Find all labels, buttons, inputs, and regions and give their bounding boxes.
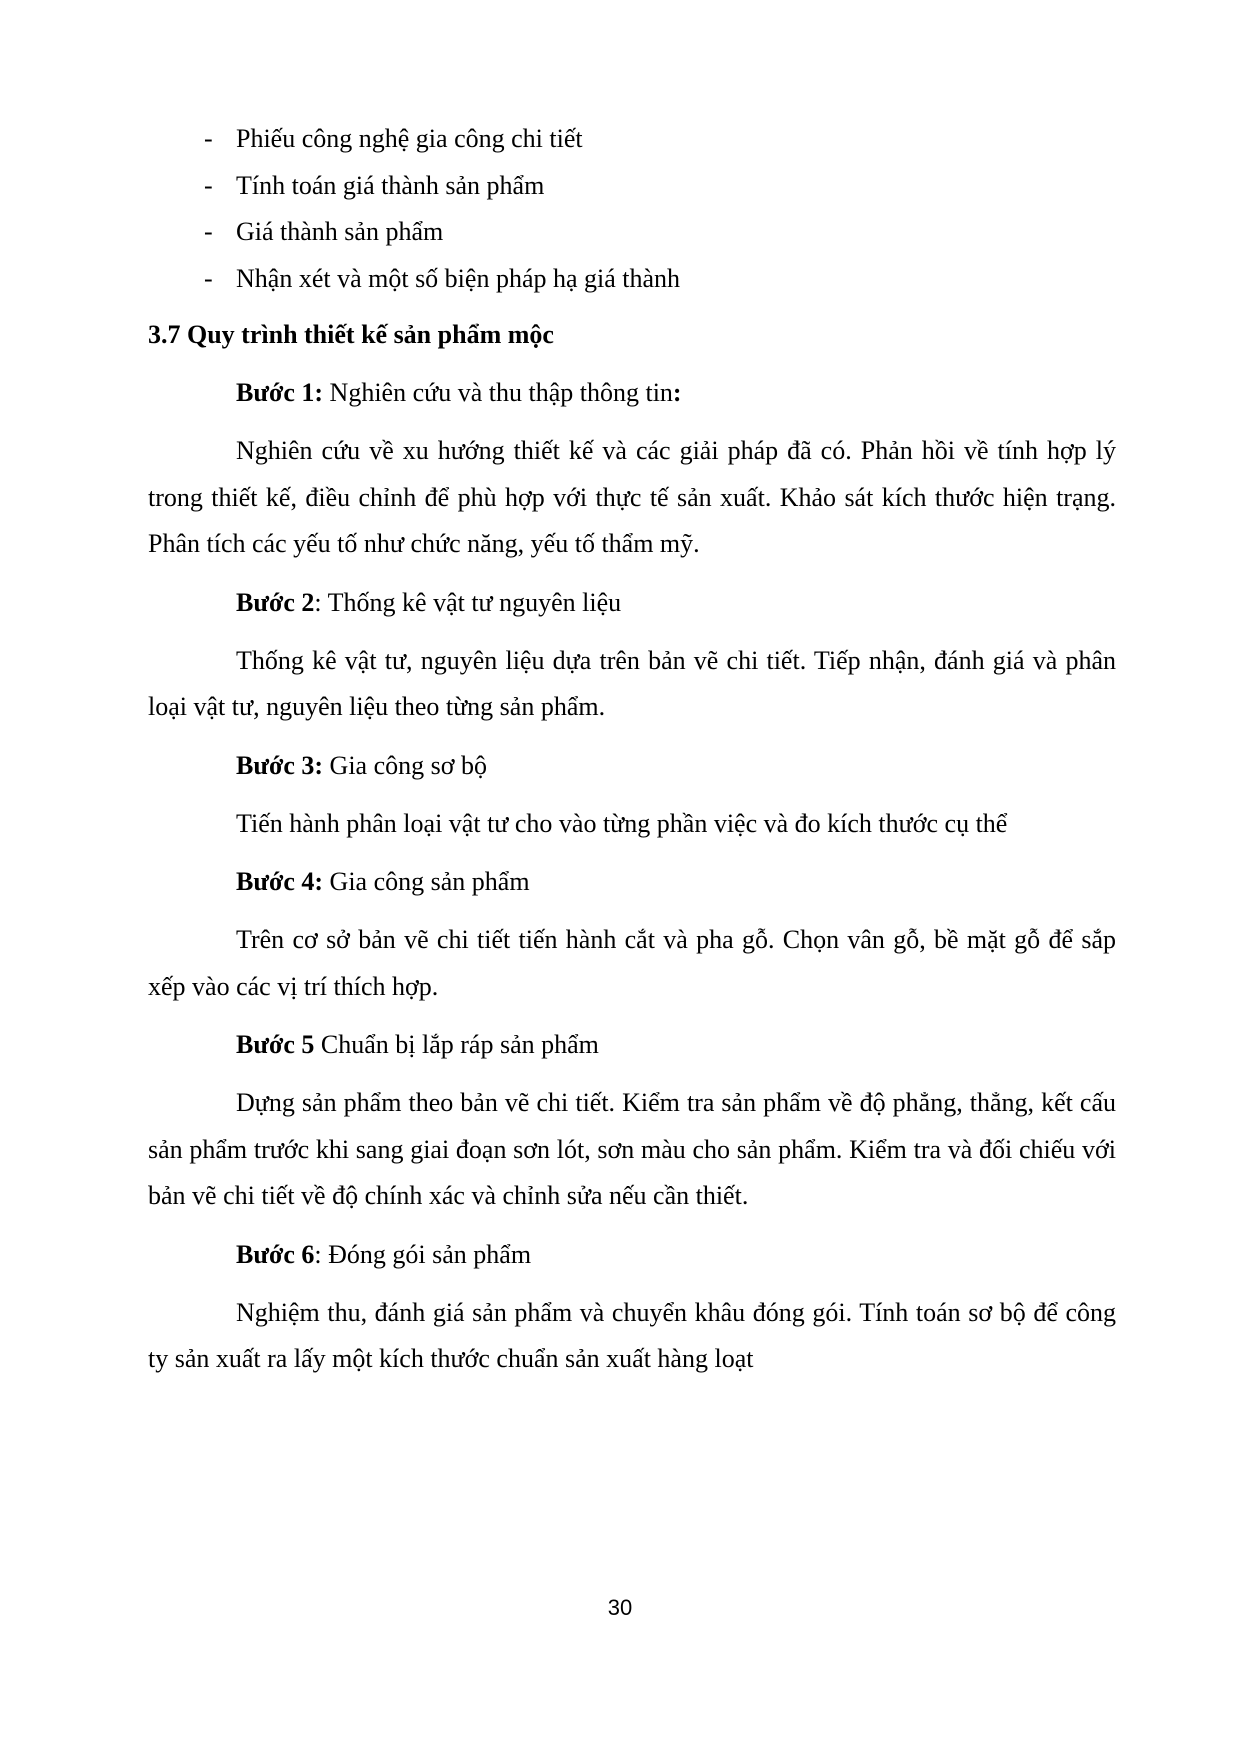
bullet-dash: -: [204, 170, 213, 200]
step-1-label: [148, 376, 1116, 410]
step-label-text: : Thống kê vật tư nguyên liệu: [314, 587, 622, 617]
section-heading: 3.7 Quy trình thiết kế sản phẩm mộc: [148, 320, 554, 349]
step-4-label: [148, 865, 1116, 899]
step-1-body: Nghiên cứu về xu hướng thiết kế và các giải pháp đã có. Phản hồi về tính hợp lý trong thiết kế, điều chỉnh để phù hợp với thực tế sản xuất. Khảo sát kích thước hiện trạng. Phân tích các yếu tố như chức năng, yếu tố thẩm mỹ.: [148, 436, 1116, 558]
step-2-label: [148, 586, 1116, 620]
step-label-text: Chuẩn bị lắp ráp sản phẩm: [314, 1030, 599, 1059]
page-number: 30: [607, 1595, 633, 1620]
bullet-dash: -: [204, 217, 213, 246]
step-6-body: Nghiệm thu, đánh giá sản phẩm và chuyển khâu đóng gói. Tính toán sơ bộ để công ty sản xuất ra lấy một kích thước chuẩn sản xuất hàng loạt: [148, 1297, 1116, 1373]
list-item: [204, 209, 1104, 256]
list-item: [204, 163, 1104, 210]
section-content: [148, 318, 1116, 1401]
bullet-text: Giá thành sản phẩm: [236, 217, 444, 246]
list-item: [204, 116, 1104, 163]
bullet-text: Tính toán giá thành sản phẩm: [236, 170, 545, 200]
step-label-text: Gia công sơ bộ: [323, 750, 487, 780]
bullet-list: [204, 116, 1104, 302]
step-4-body: Trên cơ sở bản vẽ chi tiết tiến hành cắt và pha gỗ. Chọn vân gỗ, bề mặt gỗ để sắp xếp vào các vị trí thích hợp.: [148, 925, 1116, 1001]
bullet-dash: -: [204, 124, 213, 153]
step-label-bold-suffix: :: [672, 378, 682, 407]
step-label-text: : Đóng gói sản phẩm: [314, 1239, 532, 1269]
step-label-bold: Bước 1:: [236, 378, 324, 407]
step-label-bold: Bước 4:: [236, 867, 324, 896]
step-2-body: Thống kê vật tư, nguyên liệu dựa trên bản vẽ chi tiết. Tiếp nhận, đánh giá và phân loại vật tư, nguyên liệu theo từng sản phẩm.: [148, 645, 1116, 721]
list-item: [204, 256, 1104, 303]
step-label-bold: Bước 3:: [236, 750, 324, 780]
step-label-bold: Bước 6: [236, 1239, 315, 1269]
step-label-text: Nghiên cứu và thu thập thông tin: [323, 378, 673, 407]
step-3-label: [148, 749, 1116, 783]
step-6-label: [148, 1238, 1116, 1272]
step-label-bold: Bước 2: [236, 587, 315, 617]
bullet-text: Nhận xét và một số biện pháp hạ giá thành: [236, 263, 681, 293]
step-3-body: Tiến hành phân loại vật tư cho vào từng phần việc và đo kích thước cụ thể: [236, 808, 1008, 838]
step-label-text: Gia công sản phẩm: [323, 867, 530, 896]
step-5-body: Dựng sản phẩm theo bản vẽ chi tiết. Kiểm tra sản phẩm về độ phẳng, thẳng, kết cấu sản phẩm trước khi sang giai đoạn sơn lót, sơn màu cho sản phẩm. Kiểm tra và đối chiếu với bản vẽ chi tiết về độ chính xác và chỉnh sửa nếu cần thiết.: [148, 1088, 1116, 1210]
bullet-text: Phiếu công nghệ gia công chi tiết: [236, 124, 583, 153]
step-5-label: [148, 1028, 1116, 1062]
step-label-bold: Bước 5: [236, 1030, 315, 1059]
bullet-dash: -: [204, 263, 213, 293]
